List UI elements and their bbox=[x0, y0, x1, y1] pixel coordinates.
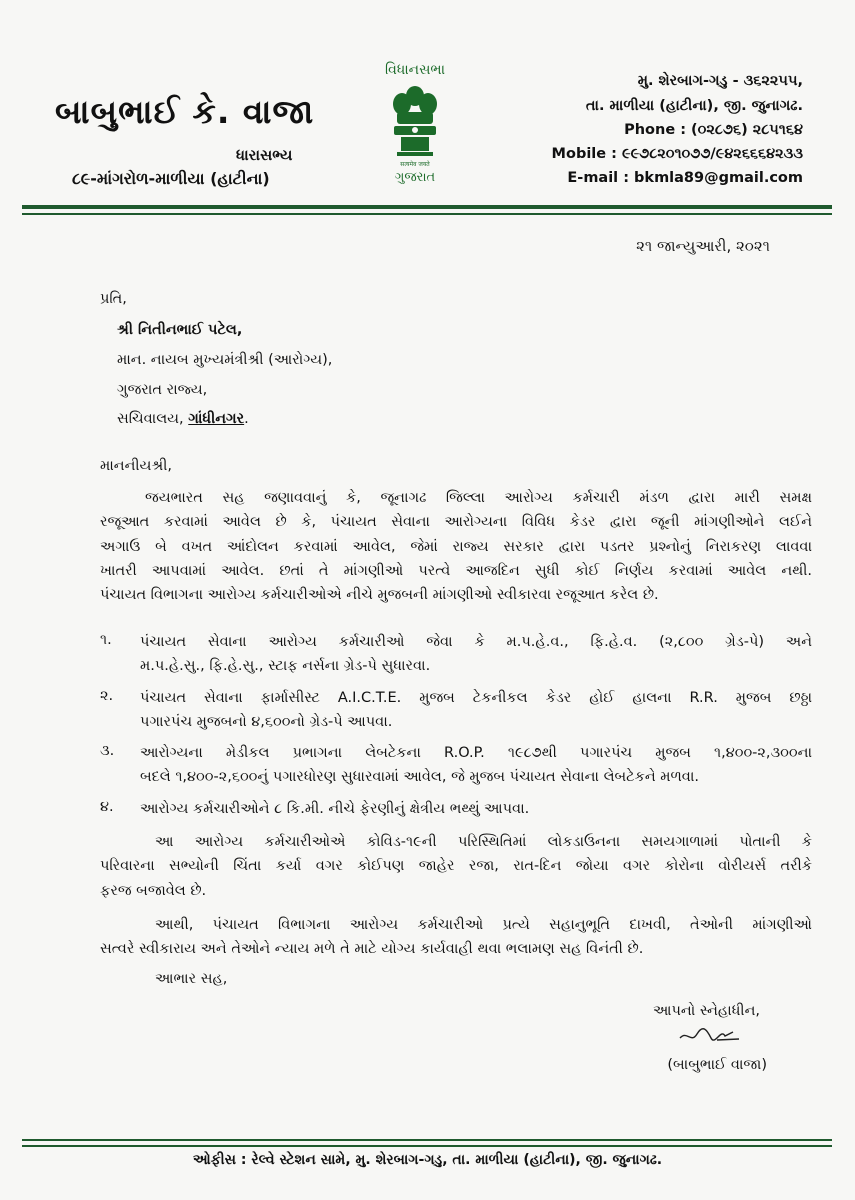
contact-address: મુ. શેરબાગ-ગડુ - ૩૬૨૨૫૫, bbox=[637, 73, 803, 89]
contact-email[interactable]: E-mail : bkmla89@gmail.com bbox=[567, 170, 803, 186]
recipient-state: ગુજરાત રાજ્ય, bbox=[117, 382, 208, 398]
list-item bbox=[140, 686, 812, 735]
para-line: ખાતરી આપવામાં આવેલ. છતાં તે માંગણીઓ પરત્વે આજદિન સુધી કોઈ નિર્ણય કરવામાં આવેલ નથી. bbox=[100, 562, 812, 579]
list-item bbox=[140, 630, 812, 679]
para-line: આથી, પંચાયત વિભાગના આરોગ્ય કર્મચારીઓ પ્રત્યે સહાનુભૂતિ દાખવી, તેઓની માંગણીઓ bbox=[155, 917, 812, 933]
city-name: ગાંધીનગર bbox=[188, 411, 245, 427]
para-line: ફરજ બજાવેલ છે. bbox=[100, 882, 207, 899]
header-rule bbox=[22, 205, 832, 209]
recipient-title: માન. નાયબ મુખ્યમંત્રીશ્રી (આરોગ્ય), bbox=[117, 352, 333, 368]
recipient-name: શ્રી નિતીનભાઈ પટેલ, bbox=[117, 322, 243, 338]
paragraph-intro bbox=[100, 486, 812, 607]
signatory-name: (બાબુભાઈ વાજા) bbox=[667, 1057, 767, 1073]
paragraph-request bbox=[100, 913, 812, 962]
emblem-caption-bottom: ગુજરાત bbox=[394, 170, 436, 185]
para-line: પરિવારના સભ્યોની ચિંતા કર્યા વગર કોઈપણ જાહેર રજા, રાત-દિન જોયા વગર કોરોના વોરીયર્સ તરીકે bbox=[100, 858, 812, 875]
handwritten-signature bbox=[677, 1024, 747, 1046]
mla-name: બાબુભાઈ કે. વાજા bbox=[55, 92, 315, 131]
salutation: માનનીયશ્રી, bbox=[100, 458, 172, 474]
item-number: ૨. bbox=[100, 688, 114, 704]
closing-line: આપનો સ્નેહાધીન, bbox=[653, 1003, 760, 1019]
recipient-office bbox=[117, 411, 249, 427]
para-line: સત્વરે સ્વીકારાય અને તેઓને ન્યાય મળે તે માટે યોગ્ય કાર્યવાહી થવા ભલામણ સહ વિનંતી છે. bbox=[100, 941, 644, 958]
designation: ધારાસભ્ય bbox=[236, 146, 293, 164]
item-line: બદલે ૧,૪૦૦-૨,૬૦૦નું પગારધોરણ સુધારવામાં આવેલ, જે મુજબ પંચાયત સેવાના લેબટેકને મળવા. bbox=[140, 769, 700, 786]
para-line: અગાઉ બે વખત આંદોલન કરવામાં આવેલ, જેમાં રાજ્ય સરકાર દ્વારા પડતર પ્રશ્નોનું નિરાકરણ લાવવા bbox=[100, 538, 812, 555]
office-punct: . bbox=[244, 411, 249, 427]
item-line: પંચાયત સેવાના ફાર્માસીસ્ટ A.I.C.T.E. મુજબ ટેકનીકલ કેડર હોઈ હાલના R.R. મુજબ છઠ્ઠા bbox=[140, 690, 812, 706]
contact-mobile: Mobile : ૯૯૭૮૨૦૧૦૭૭/૯૪૨૬૬૬૪૨૩૩ bbox=[551, 146, 803, 162]
thanks-line: આભાર સહ, bbox=[155, 971, 228, 987]
footer-rule bbox=[22, 1139, 832, 1141]
item-line: આરોગ્ય કર્મચારીઓને ૮ કિ.મી. નીચે ફેરણીનું ક્ષેત્રીય ભથ્થું આપવા. bbox=[140, 801, 530, 817]
para-line: જયભારત સહ જણાવવાનું કે, જૂનાગઢ જિલ્લા આરોગ્ય કર્મચારી મંડળ દ્વારા મારી સમક્ષ bbox=[145, 490, 812, 506]
item-line: પગારપંચ મુજબનો ૪,૬૦૦નો ગ્રેડ-પે આપવા. bbox=[140, 714, 393, 731]
contact-phone: Phone : (૦૨૮૭૬) ૨૮૫૧૬૪ bbox=[624, 122, 803, 138]
letter-date: ૨૧ જાન્યુઆરી, ૨૦૨૧ bbox=[636, 237, 770, 255]
para-line: આ આરોગ્ય કર્મચારીઓએ કોવિડ-૧૯ની પરિસ્થિતિમાં લોકડાઉનના સમયગાળામાં પોતાની કે bbox=[155, 834, 812, 850]
header-rule-thin bbox=[22, 213, 832, 215]
prati-label: પ્રતિ, bbox=[100, 291, 127, 307]
paragraph-covid bbox=[100, 830, 812, 903]
office-address-footer: ઓફીસ : રેલ્વે સ્ટેશન સામે, મુ. શેરબાગ-ગડુ, તા. માળીયા (હાટીના), જી. જુનાગઢ. bbox=[192, 1152, 663, 1168]
item-line: આરોગ્યના મેડીકલ પ્રભાગના લેબટેકના R.O.P. ૧૯૮૭થી પગારપંચ મુજબ ૧,૪૦૦-૨,૩૦૦ના bbox=[140, 745, 812, 761]
footer-rule-thin bbox=[22, 1145, 832, 1147]
emblem-motto: सत्यमेव जयते bbox=[400, 161, 430, 168]
list-item bbox=[140, 797, 812, 821]
emblem-caption-top: વિધાનસભા bbox=[384, 62, 446, 78]
constituency: ૮૯-માંગરોળ-માળીયા (હાટીના) bbox=[72, 169, 270, 188]
ashoka-emblem-icon bbox=[387, 82, 443, 168]
item-line: પંચાયત સેવાના આરોગ્ય કર્મચારીઓ જેવા કે મ.પ.હે.વ., ફિ.હે.વ. (૨,૮૦૦ ગ્રેડ-પે) અને bbox=[140, 634, 812, 650]
item-number: ૧. bbox=[100, 632, 112, 648]
item-number: ૪. bbox=[100, 799, 114, 815]
para-line: રજૂઆત કરવામાં આવેલ છે કે, પંચાયત સેવાના આરોગ્યના વિવિધ કેડર દ્વારા જૂની માંગણીઓને લઈને bbox=[100, 514, 812, 531]
item-line: મ.પ.હે.સુ., ફિ.હે.સુ., સ્ટાફ નર્સના ગ્રેડ-પે સુધારવા. bbox=[140, 658, 431, 675]
para-line: પંચાયત વિભાગના આરોગ્ય કર્મચારીઓએ નીચે મુજબની માંગણીઓ સ્વીકારવા રજૂઆત કરેલ છે. bbox=[100, 587, 659, 604]
list-item bbox=[140, 741, 812, 790]
item-number: ૩. bbox=[100, 743, 115, 759]
contact-taluka: તા. માળીયા (હાટીના), જી. જુનાગઢ. bbox=[585, 98, 803, 114]
office-name: સચિવાલય, bbox=[117, 411, 189, 427]
